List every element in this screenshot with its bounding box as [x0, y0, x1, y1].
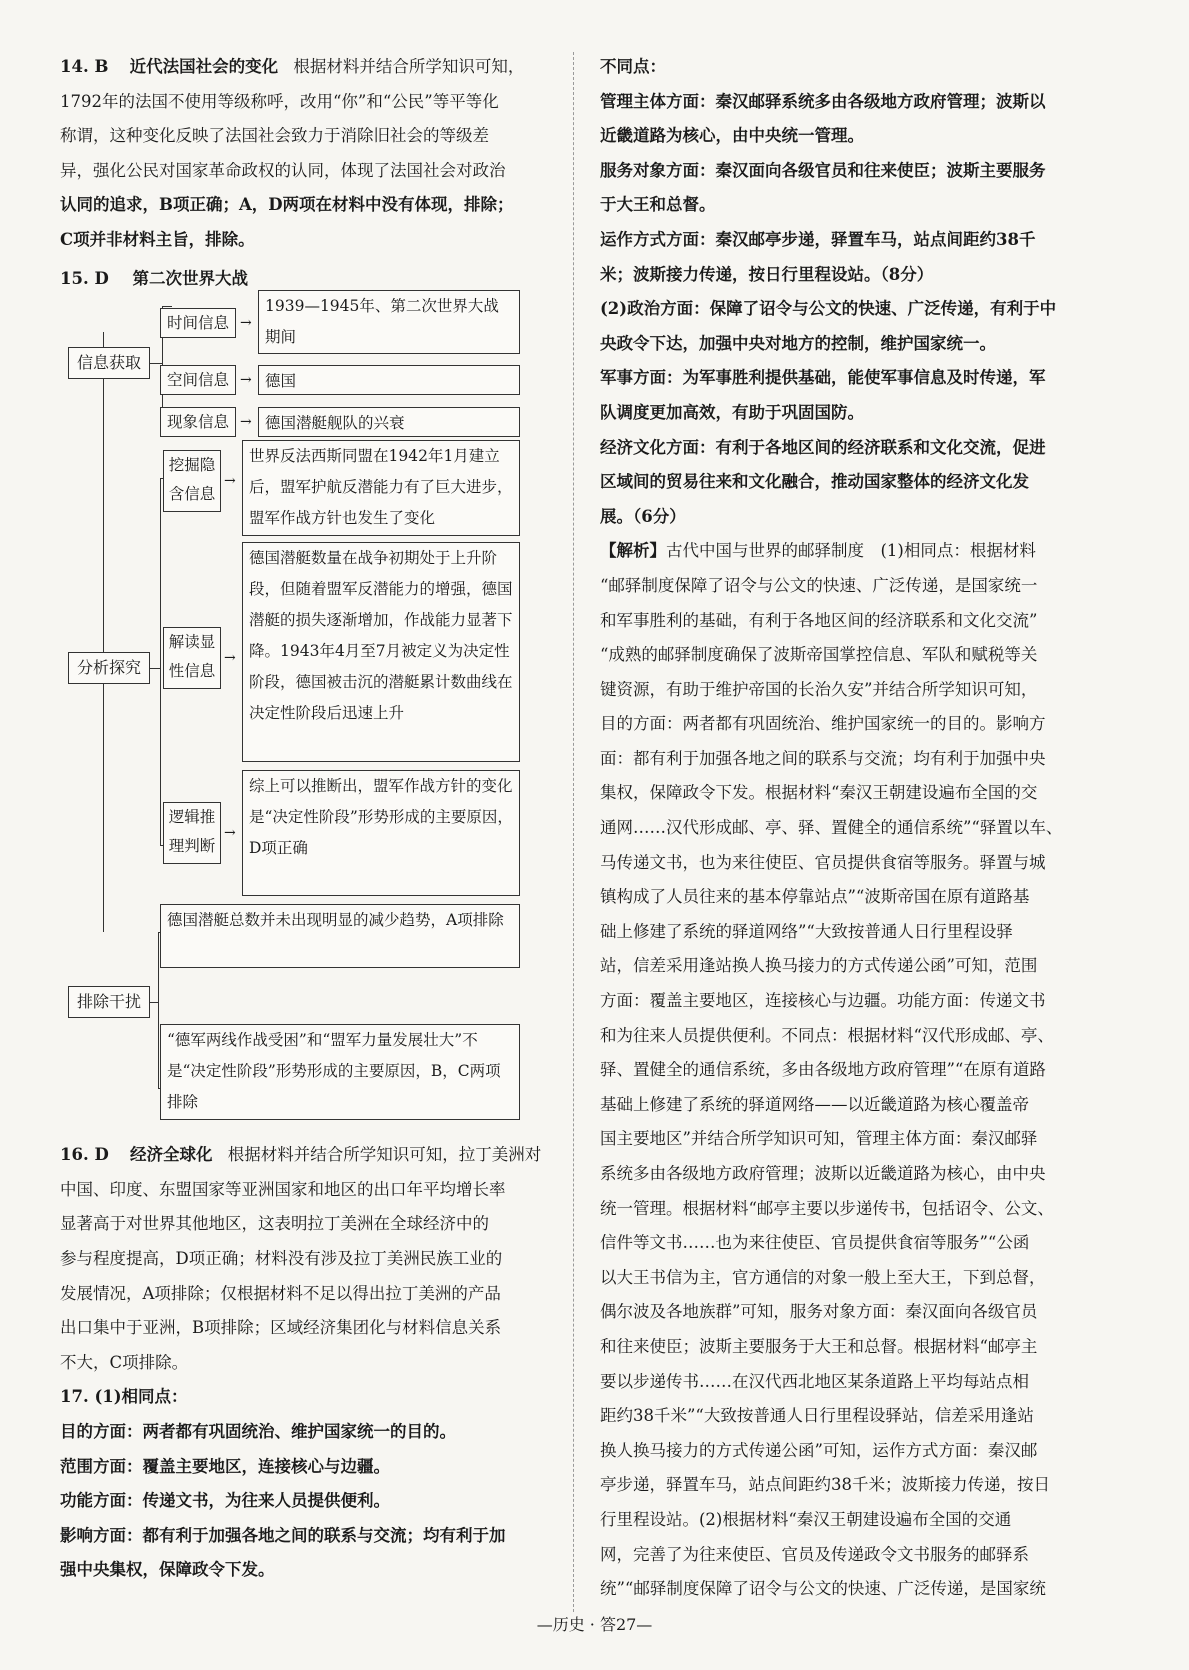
analysis-line-25: 距约38千米”“大致按普通人日行里程设驿站，信差采用逢站	[600, 1406, 1034, 1426]
q17-right-line-12: 区域间的贸易往来和文化融合，推动国家整体的经济文化发	[600, 472, 1029, 492]
q15-diagram	[60, 297, 550, 1172]
q16-line-0: 根据材料并结合所学知识可知，拉丁美洲对	[227, 1145, 542, 1165]
q16-line-5: 出口集中于亚洲，B项排除；区域经济集团化与材料信息关系	[60, 1318, 502, 1338]
sub-logic-line1: 逻辑推	[168, 808, 216, 827]
page-footer: —历史 · 答27—	[536, 1615, 653, 1634]
analysis-line-20: 信件等文书……也为来往使臣、官员提供食宿等服务”“公函	[600, 1233, 1030, 1253]
analysis-line-2: 和军事胜利的基础，有利于各地区间的经济联系和文化交流”	[600, 610, 1038, 630]
analysis-line-14: 和为往来人员提供便利。不同点：根据材料“汉代形成邮、亭、	[600, 1025, 1054, 1045]
analysis-line-9: 马传递文书，也为来往使臣、官员提供食宿等服务。驿置与城	[600, 852, 1046, 872]
sub-explicit-line2: 性信息	[168, 662, 216, 681]
q17-right-line-8: 央政令下达，加强中央对地方的控制，维护国家统一。	[600, 333, 996, 353]
box-explicit: 德国潜艇数量在战争初期处于上升阶段，但随着盟军反潜能力的增强，德国潜艇的损失逐渐增加，作战能力显著下降。1943年4月至7月被定义为决定性阶段，德国被击沉的潜艇累计数曲线在决定性阶段后迅速上升	[242, 542, 520, 762]
q17-left-line-0: 目的方面：两者都有巩固统治、维护国家统一的目的。	[60, 1421, 456, 1441]
right-column	[600, 50, 1110, 1607]
connector	[150, 668, 160, 669]
q17-right-line-9: 军事方面：为军事胜利提供基础，能使军事信息及时传递，军	[600, 368, 1046, 388]
q14-number: 14. B	[60, 57, 109, 76]
q15-tag: 第二次世界大战	[132, 268, 249, 288]
q17-left-line-4: 强中央集权，保障政令下发。	[60, 1560, 275, 1580]
analysis-line-19: 统一管理。根据材料“邮亭主要以步递传书，包括诏令、公文、	[600, 1198, 1054, 1218]
analysis-line-10: 镇构成了人员往来的基本停靠站点”“波斯帝国在原有道路基	[600, 887, 1030, 907]
q17-right-line-10: 队调度更加高效，有助于巩固国防。	[600, 402, 864, 422]
question-14	[60, 50, 550, 258]
q14-line-3: 异，强化公民对国家革命政权的认同，体现了法国社会对政治	[60, 160, 506, 180]
q16-line-1: 中国、印度、东盟国家等亚洲国家和地区的出口年平均增长率	[60, 1179, 506, 1199]
q16-line-2: 显著高于对世界其他地区，这表明拉丁美洲在全球经济中的	[60, 1214, 489, 1234]
q14-line-2: 称谓，这种变化反映了法国社会致力于消除旧社会的等级差	[60, 126, 489, 146]
sub-explicit-info	[163, 627, 221, 689]
q17-right-line-4: 于大王和总督。	[600, 195, 716, 215]
q16-tag: 经济全球化	[130, 1145, 213, 1165]
analysis-line-4: 键资源，有助于维护帝国的长治久安”并结合所学知识可知，	[600, 679, 1038, 699]
left-column	[60, 50, 550, 1588]
sub-hidden-line2: 含信息	[168, 485, 216, 504]
arrow-icon: →	[240, 315, 252, 332]
sub-phenomenon-info: 现象信息	[160, 407, 236, 437]
analysis-line-23: 和往来使臣；波斯主要服务于大王和总督。根据材料“邮亭主	[600, 1336, 1038, 1356]
analysis-line-6: 面：都有利于加强各地之间的联系与交流；均有利于加强中央	[600, 748, 1046, 768]
q17-right-line-0: 不同点：	[600, 57, 666, 76]
box-logic	[242, 770, 520, 896]
analysis-line-0: 古代中国与世界的邮驿制度 (1)相同点：根据材料	[666, 541, 1036, 561]
analysis-line-12: 站，信差采用逢站换人换马接力的方式传递公函”可知，范围	[600, 956, 1038, 976]
q15-number: 15. D	[60, 268, 109, 288]
sub-space-info: 空间信息	[160, 365, 236, 395]
analysis-line-8: 通网……汉代形成邮、亭、驿、置健全的通信系统”“驿置以车、	[600, 818, 1063, 838]
q17-right-line-5: 运作方式方面：秦汉邮亭步递，驿置车马，站点间距约38千	[600, 229, 1036, 249]
q14-line-4: 认同的追求，B项正确；A，D两项在材料中没有体现，排除；	[60, 195, 514, 215]
box-hidden: 世界反法西斯同盟在1942年1月建立后，盟军护航反潜能力有了巨大进步，盟军作战方针也发生了变化	[242, 440, 520, 536]
analysis-line-15: 驿、置健全的通信系统，多由各级地方政府管理”“在原有道路	[600, 1060, 1046, 1080]
analysis-line-13: 方面：覆盖主要地区，连接核心与边疆。功能方面：传递文书	[600, 991, 1046, 1011]
arrow-icon: →	[240, 414, 252, 431]
sub-logic-info	[163, 802, 221, 864]
analysis-line-27: 亭步递，驿置车马，站点间距约38千米；波斯接力传递，按日	[600, 1475, 1050, 1495]
q14-line-0: 根据材料并结合所学知识可知，	[293, 57, 525, 76]
q17-left-line-2: 功能方面：传递文书，为往来人员提供便利。	[60, 1491, 390, 1511]
q16-number: 16. D	[60, 1145, 109, 1165]
box-space: 德国	[258, 365, 520, 395]
arrow-icon: →	[240, 372, 252, 389]
q17-right-line-7: (2)政治方面：保障了诏令与公文的快速、广泛传递，有利于中	[600, 299, 1057, 319]
q16-line-4: 发展情况，A项排除；仅根据材料不足以得出拉丁美洲的产品	[60, 1283, 501, 1303]
box-time: 1939—1945年、第二次世界大战期间	[258, 290, 520, 354]
q17-right-line-6: 米；波斯接力传递，按日行里程设站。（8分）	[600, 264, 934, 284]
q14-tag: 近代法国社会的变化	[129, 57, 279, 76]
sub-hidden-line1: 挖掘隐	[168, 456, 216, 475]
box-logic-text: 综上可以推断出，盟军作战方针的变化是“决定性阶段”形势形成的主要原因，D项正确	[249, 777, 513, 858]
analysis-line-1: “邮驿制度保障了诏令与公文的快速、广泛传递，是国家统一	[600, 575, 1038, 595]
arrow-icon: →	[224, 825, 236, 842]
diagram-trunk	[103, 332, 104, 932]
sub-time-info: 时间信息	[160, 308, 236, 338]
q17-number: 17. (1)相同点：	[60, 1387, 188, 1407]
analysis-line-16: 基础上修建了系统的驿道网络——以近畿道路为核心覆盖帝	[600, 1094, 1029, 1114]
analysis-line-17: 国主要地区”并结合所学知识可知，管理主体方面：秦汉邮驿	[600, 1129, 1038, 1149]
box-phenomenon: 德国潜艇舰队的兴衰	[258, 407, 520, 437]
arrow-icon: →	[224, 473, 236, 490]
analysis-line-3: “成熟的邮驿制度确保了波斯帝国掌控信息、军队和赋税等关	[600, 645, 1038, 665]
analysis-line-5: 目的方面：两者都有巩固统治、维护国家统一的目的。影响方	[600, 714, 1046, 734]
analysis-line-7: 集权，保障政令下发。根据材料“秦汉王朝建设遍布全国的交	[600, 783, 1038, 803]
q17-right-line-1: 管理主体方面：秦汉邮驿系统多由各级地方政府管理；波斯以	[600, 91, 1046, 111]
q16-line-6: 不大，C项排除。	[60, 1352, 189, 1372]
q17-left-line-1: 范围方面：覆盖主要地区，连接核心与边疆。	[60, 1456, 390, 1476]
category-exclude: 排除干扰	[68, 986, 150, 1018]
box-exclude-a: 德国潜艇总数并未出现明显的减少趋势，A项排除	[160, 904, 520, 968]
sub-explicit-line1: 解读显	[168, 633, 216, 652]
analysis-line-11: 础上修建了系统的驿道网络”“大致按普通人日行里程设驿	[600, 921, 1013, 941]
q17-right-line-2: 近畿道路为核心，由中央统一管理。	[600, 126, 864, 146]
connector	[150, 1002, 158, 1003]
q17-right-line-3: 服务对象方面：秦汉面向各级官员和往来使臣；波斯主要服务	[600, 160, 1046, 180]
analysis-line-28: 行里程设站。(2)根据材料“秦汉王朝建设遍布全国的交通	[600, 1509, 1012, 1529]
sub-logic-line2: 理判断	[168, 837, 216, 856]
q14-line-5: C项并非材料主旨，排除。	[60, 229, 255, 249]
analysis-line-30: 统”“邮驿制度保障了诏令与公文的快速、广泛传递，是国家统	[600, 1579, 1046, 1599]
question-16	[60, 1138, 550, 1380]
q16-line-3: 参与程度提高，D项正确；材料没有涉及拉丁美洲民族工业的	[60, 1248, 503, 1268]
arrow-icon: →	[224, 650, 236, 667]
column-divider	[573, 52, 574, 1612]
q17-right-line-13: 展。（6分）	[600, 506, 686, 526]
analysis-line-18: 系统多由各级地方政府管理；波斯以近畿道路为核心，由中央	[600, 1164, 1046, 1183]
q14-line-1: 1792年的法国不使用等级称呼，改用“你”和“公民”等平等化	[60, 91, 499, 111]
analysis-line-26: 换人换马接力的方式传递公函”可知，运作方式方面：秦汉邮	[600, 1440, 1038, 1460]
analysis-line-21: 以大王书信为主，官方通信的对象一般上至大王，下到总督，	[600, 1267, 1046, 1287]
question-17-left	[60, 1380, 550, 1588]
analysis-line-22: 偶尔波及各地族群”可知，服务对象方面：秦汉面向各级官员	[600, 1302, 1038, 1322]
q17-left-line-3: 影响方面：都有利于加强各地之间的联系与交流；均有利于加	[60, 1525, 506, 1545]
category-info: 信息获取	[68, 347, 150, 379]
box-exclude-bc: “德军两线作战受困”和“盟军力量发展壮大”不是“决定性阶段”形势形成的主要原因，B，C两项排除	[160, 1024, 520, 1120]
analysis-line-24: 要以步递传书……在汉代西北地区某条道路上平均每站点相	[600, 1371, 1029, 1391]
connector	[160, 478, 161, 846]
category-analysis: 分析探究	[68, 652, 150, 684]
analysis-line-29: 网，完善了为往来使臣、官员及传递政令文书服务的邮驿系	[600, 1544, 1029, 1564]
q17-right-line-11: 经济文化方面：有利于各地区间的经济联系和文化交流，促进	[600, 437, 1046, 457]
sub-hidden-info	[163, 450, 221, 512]
analysis-label: 【解析】	[600, 541, 666, 561]
